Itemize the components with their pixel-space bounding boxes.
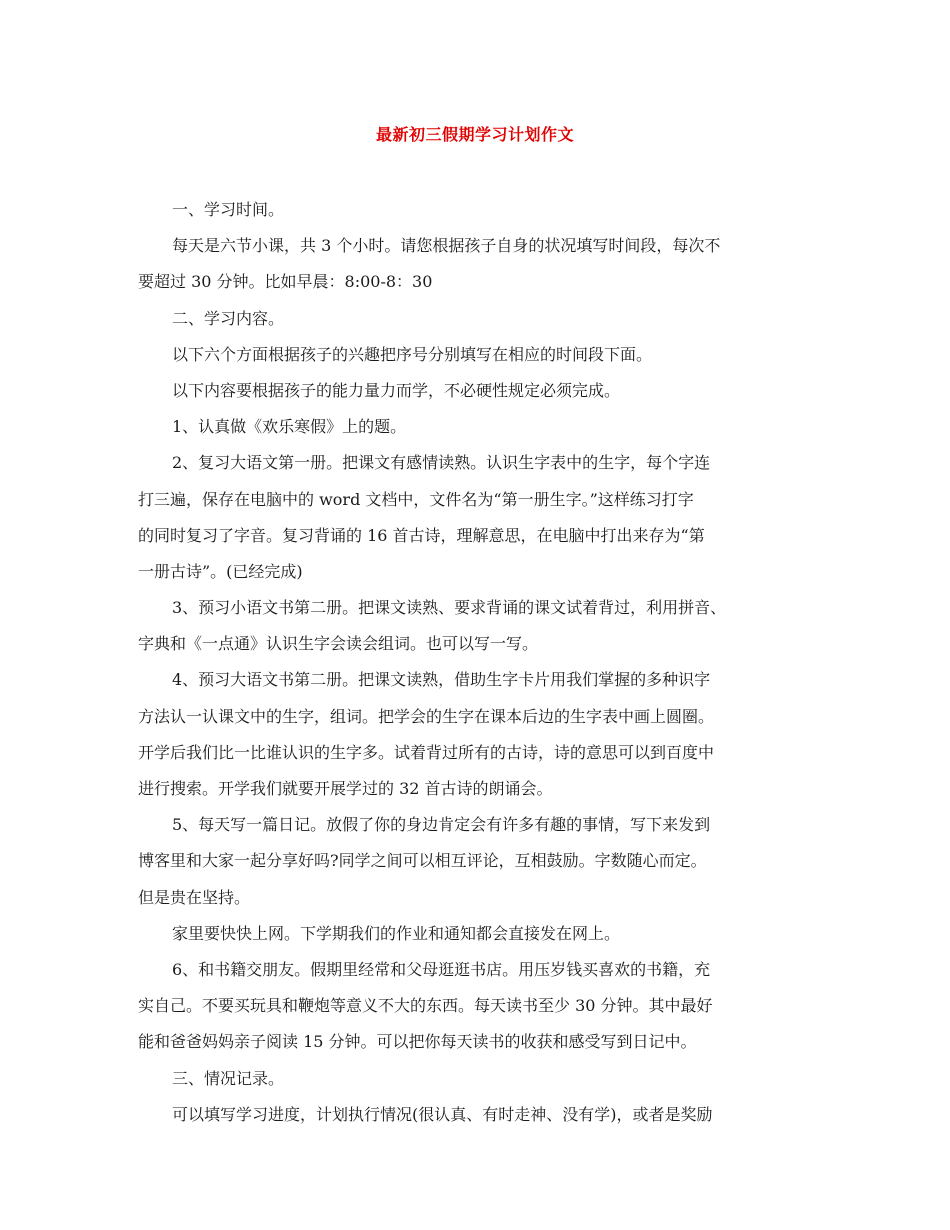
text-line: 进行搜索。开学我们就要开展学过的 32 首古诗的朗诵会。 xyxy=(138,779,553,798)
text-line: 1、认真做《欢乐寒假》上的题。 xyxy=(172,417,407,437)
text-line: 5、每天写一篇日记。放假了你的身边肯定会有许多有趣的事情，写下来发到 xyxy=(172,815,711,835)
document-body xyxy=(138,192,838,1133)
text-line: 开学后我们比一比谁认识的生字多。试着背过所有的古诗，诗的意思可以到百度中 xyxy=(138,742,715,762)
text-line: 字典和《一点通》认识生字会读会组词。也可以写一写。 xyxy=(138,634,539,654)
text-line: 2、复习大语文第一册。把课文有感情读熟。认识生字表中的生字，每个字连 xyxy=(172,453,711,473)
text-line: 三、情况记录。 xyxy=(172,1068,285,1088)
text-line: 以下六个方面根据孩子的兴趣把序号分别填写在相应的时间段下面。 xyxy=(172,344,653,364)
text-line: 以下内容要根据孩子的能力量力而学，不必硬性规定必须完成。 xyxy=(172,380,621,400)
text-line: 一册古诗”。(已经完成) xyxy=(138,561,303,581)
text-line: 家里要快快上网。下学期我们的作业和通知都会直接发在网上。 xyxy=(172,923,621,943)
text-line: 能和爸爸妈妈亲子阅读 15 分钟。可以把你每天读书的收获和感受写到日记中。 xyxy=(138,1032,697,1052)
text-line: 博客里和大家一起分享好吗?同学之间可以相互评论，互相鼓励。字数随心而定。 xyxy=(138,851,707,871)
text-line: 方法认一认课文中的生字，组词。把学会的生字在课本后边的生字表中画上圆圈。 xyxy=(138,706,715,726)
text-line: 的同时复习了字音。复习背诵的 16 首古诗，理解意思，在电脑中打出来存为“第 xyxy=(138,525,705,545)
text-line: 但是贵在坚持。 xyxy=(138,887,251,907)
text-line: 4、预习大语文书第二册。把课文读熟，借助生字卡片用我们掌握的多种识字 xyxy=(172,670,711,690)
document-title: 最新初三假期学习计划作文 xyxy=(375,125,574,144)
text-line: 3、预习小语文书第二册。把课文读熟、要求背诵的课文试着背过，利用拼音、 xyxy=(172,598,727,618)
text-line: 实自己。不要买玩具和鞭炮等意义不大的东西。每天读书至少 30 分钟。其中最好 xyxy=(138,996,713,1016)
text-line: 打三遍，保存在电脑中的 word 文档中，文件名为“第一册生字。”这样练习打字 xyxy=(138,489,694,509)
text-line: 可以填写学习进度，计划执行情况(很认真、有时走神、没有学)，或者是奖励 xyxy=(172,1104,713,1124)
text-line: 要超过 30 分钟。比如早晨：8:00-8：30 xyxy=(138,272,433,292)
text-line: 一、学习时间。 xyxy=(172,200,285,219)
text-line: 每天是六节小课，共 3 个小时。请您根据孩子自身的状况填写时间段，每次不 xyxy=(172,236,721,256)
text-line: 二、学习内容。 xyxy=(172,308,285,328)
text-line: 6、和书籍交朋友。假期里经常和父母逛逛书店。用压岁钱买喜欢的书籍，充 xyxy=(172,959,711,979)
